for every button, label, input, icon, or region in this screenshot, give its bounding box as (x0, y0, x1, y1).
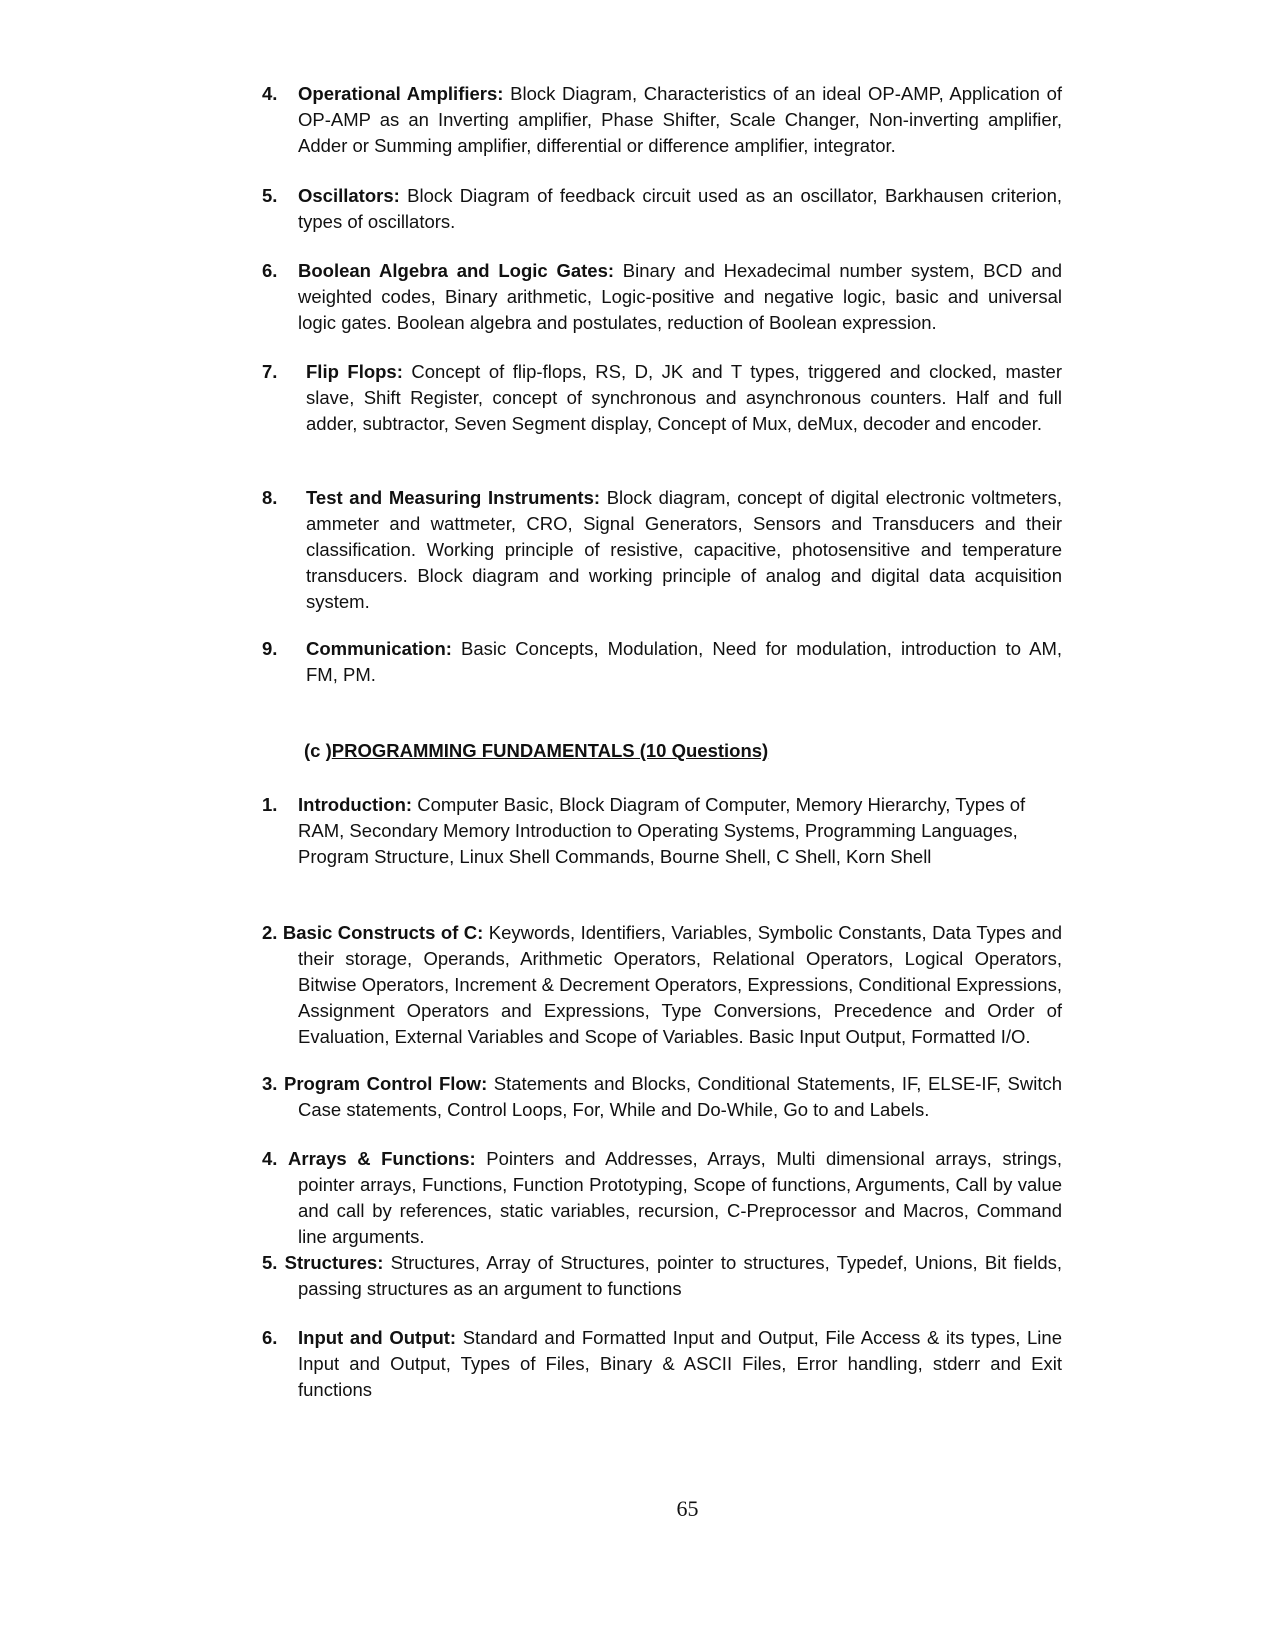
item-body (262, 1146, 1063, 1250)
section-title: PROGRAMMING FUNDAMENTALS (10 Questions) (331, 740, 769, 761)
item-text: Keywords, Identifiers, Variables, Symbolic Constants, Data Types and their storage, Operands, Arithmetic Operators, Relational Operators, Logical Operators, Bitwise Operators, Increment & Decrement Operators, Expressions, Conditional Expressions, Assignment Operators and Expressions, Type Conversions, Precedence and Order of Evaluation, External Variables and Scope of Variables. Basic Input Output, Formatted I/O. (298, 922, 1062, 1047)
list-item-communication (262, 636, 1062, 688)
item-body (262, 1071, 1063, 1123)
item-text: Binary and Hexadecimal number system, BCD and weighted codes, Binary arithmetic, Logic-positive and negative logic, basic and universal logic gates. Boolean algebra and postulates, reduction of Boolean expression. (298, 260, 1062, 333)
item-number: 7. (262, 361, 278, 382)
item-text: Basic Concepts, Modulation, Need for modulation, introduction to AM, FM, PM. (306, 638, 1062, 685)
item-text: Block Diagram of feedback circuit used as an oscillator, Barkhausen criterion, types of oscillators. (298, 185, 1062, 232)
item-number: 9. (262, 638, 278, 659)
section-heading (304, 738, 768, 764)
item-number: 1. (262, 794, 278, 815)
item-text: Computer Basic, Block Diagram of Computer, Memory Hierarchy, Types of RAM, Secondary Memory Introduction to Operating Systems, Programming Languages, Program Structure, Linux Shell Commands, Bourne Shell, C Shell, Korn Shell (298, 794, 1026, 867)
item-heading: Operational Amplifiers: (298, 83, 504, 104)
item-number: 5. (262, 1252, 278, 1273)
list-item-input-output (262, 1325, 1062, 1403)
item-body (306, 485, 1062, 615)
list-item-boolean-algebra (262, 258, 1062, 336)
item-text: Concept of flip-flops, RS, D, JK and T types, triggered and clocked, master slave, Shift Register, concept of synchronous and asynchronous counters. Half and full adder, subtractor, Seven Segment display, Concept of Mux, deMux, decoder and encoder. (306, 361, 1062, 434)
list-item-arrays-functions (262, 1146, 1062, 1250)
item-heading: Structures: (284, 1252, 384, 1273)
item-number: 4. (262, 83, 278, 104)
item-heading: Program Control Flow: (284, 1073, 488, 1094)
item-number: 5. (262, 185, 278, 206)
item-body (298, 1325, 1062, 1403)
item-body (306, 636, 1062, 688)
item-number: 4. (262, 1148, 278, 1169)
item-heading: Communication: (306, 638, 452, 659)
item-number: 2. (262, 922, 278, 943)
item-text: Block Diagram, Characteristics of an ideal OP-AMP, Application of OP-AMP as an Inverting amplifier, Phase Shifter, Scale Changer, Non-inverting amplifier, Adder or Summing amplifier, differential or difference amplifier, integrator. (298, 83, 1062, 156)
item-heading: Boolean Algebra and Logic Gates: (298, 260, 615, 281)
item-heading: Basic Constructs of C: (282, 922, 484, 943)
item-heading: Input and Output: (298, 1327, 457, 1348)
item-heading: Flip Flops: (306, 361, 403, 382)
section-prefix: (c ) (304, 740, 332, 761)
list-item-structures (262, 1250, 1062, 1302)
item-heading: Arrays & Functions: (288, 1148, 476, 1169)
item-heading: Oscillators: (298, 185, 400, 206)
item-body (306, 359, 1062, 437)
list-item-flip-flops (262, 359, 1062, 437)
list-item-oscillators (262, 183, 1062, 235)
item-body (298, 183, 1062, 235)
item-number: 3. (262, 1073, 278, 1094)
item-heading: Test and Measuring Instruments: (306, 487, 601, 508)
item-body (262, 920, 1062, 1050)
item-body (298, 81, 1062, 159)
page-number: 65 (676, 1496, 699, 1521)
list-item-test-measuring (262, 485, 1062, 615)
item-number: 8. (262, 487, 278, 508)
item-text: Statements and Blocks, Conditional Statements, IF, ELSE-IF, Switch Case statements, Control Loops, For, While and Do-While, Go to and Labels. (298, 1073, 1063, 1120)
list-item-program-control-flow (262, 1071, 1062, 1123)
list-item-basic-constructs (262, 920, 1062, 1050)
item-body (298, 258, 1062, 336)
item-text: Standard and Formatted Input and Output, File Access & its types, Line Input and Output, Types of Files, Binary & ASCII Files, Error handling, stderr and Exit functions (298, 1327, 1062, 1400)
item-number: 6. (262, 1327, 278, 1348)
item-body (262, 1250, 1063, 1302)
item-number: 6. (262, 260, 278, 281)
item-body (298, 792, 1062, 870)
item-text: Block diagram, concept of digital electronic voltmeters, ammeter and wattmeter, CRO, Signal Generators, Sensors and Transducers and their classification. Working principle of resistive, capacitive, photosensitive and temperature transducers. Block diagram and working principle of analog and digital data acquisition system. (306, 487, 1062, 612)
list-item-operational-amplifiers (262, 81, 1062, 159)
item-text: Pointers and Addresses, Arrays, Multi dimensional arrays, strings, pointer arrays, Functions, Function Prototyping, Scope of functions, Arguments, Call by value and call by references, static variables, recursion, C-Preprocessor and Macros, Command line arguments. (298, 1148, 1063, 1247)
item-text: Structures, Array of Structures, pointer to structures, Typedef, Unions, Bit fields, passing structures as an argument to functions (298, 1252, 1063, 1299)
list-item-introduction (262, 792, 1062, 870)
item-heading: Introduction: (298, 794, 413, 815)
